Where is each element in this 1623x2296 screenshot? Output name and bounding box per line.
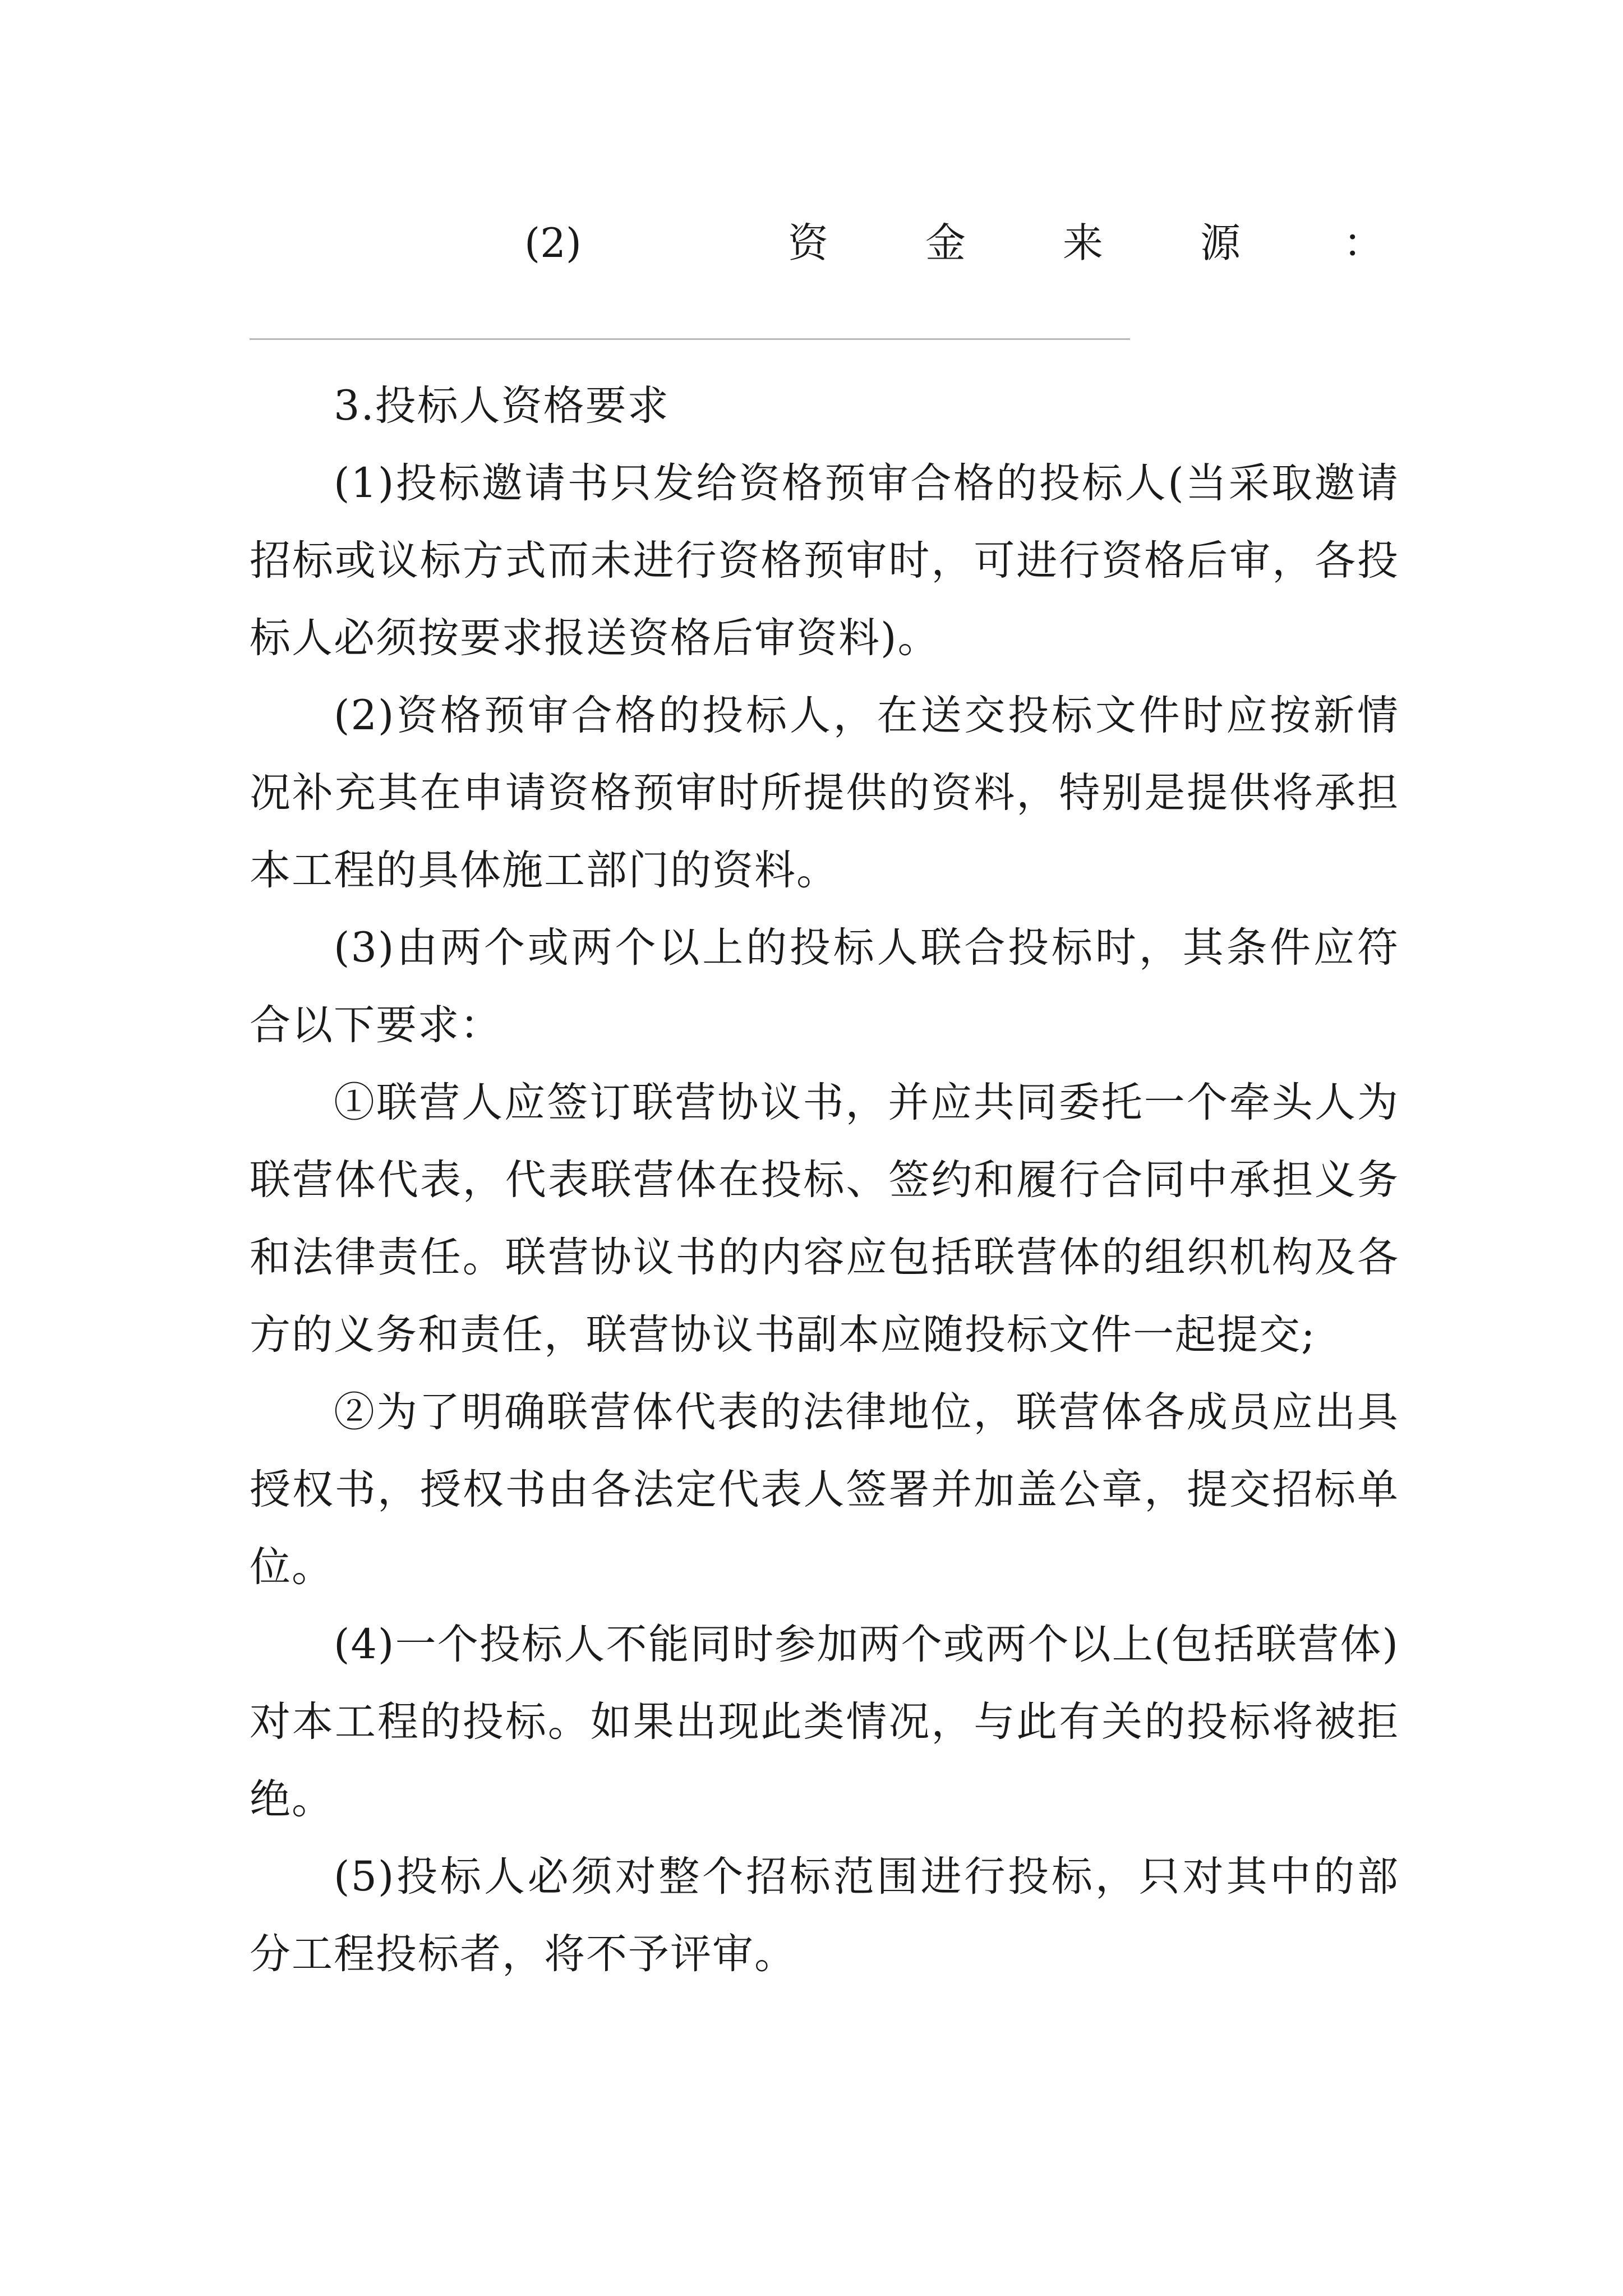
paragraph-2: (2)资格预审合格的投标人，在送交投标文件时应按新情况补充其在申请资格预审时所提供的资料，特别是提供将承担本工程的具体施工部门的资料。 [250, 692, 1399, 894]
paragraph-5: (5)投标人必须对整个招标范围进行投标，只对其中的部分工程投标者，将不予评审。 [250, 1853, 1399, 1978]
fill-in-blank-line [250, 338, 1130, 340]
funding-char-4: 源 [1200, 219, 1241, 266]
funding-colon: ： [1343, 219, 1384, 266]
paragraph-1: (1)投标邀请书只发给资格预审合格的投标人(当采取邀请招标或议标方式而未进行资格预审时，可进行资格后审，各投标人必须按要求报送资格后审资料)。 [250, 459, 1399, 662]
funding-source-line [250, 206, 1382, 279]
paragraph-4: (4)一个投标人不能同时参加两个或两个以上(包括联营体)对本工程的投标。如果出现此类情况，与此有关的投标将被拒绝。 [250, 1621, 1399, 1823]
paragraph-3-item-1: ①联营人应签订联营协议书，并应共同委托一个牵头人为联营体代表，代表联营体在投标、签约和履行合同中承担义务和法律责任。联营协议书的内容应包括联营体的组织机构及各方的义务和责任，联营协议书副本应随投标文件一起提交; [250, 1079, 1399, 1359]
paragraph-3: (3)由两个或两个以上的投标人联合投标时，其条件应符合以下要求： [250, 924, 1399, 1049]
paragraph-3-item-2: ②为了明确联营体代表的法律地位，联营体各成员应出具授权书，授权书由各法定代表人签署并加盖公章，提交招标单位。 [250, 1388, 1399, 1591]
section-heading: 3.投标人资格要求 [334, 382, 670, 430]
funding-char-1: 资 [788, 219, 829, 266]
document-body [250, 367, 1399, 1993]
funding-char-3: 来 [1063, 219, 1104, 266]
funding-char-2: 金 [925, 219, 966, 266]
funding-item-number: (2) [524, 219, 582, 266]
